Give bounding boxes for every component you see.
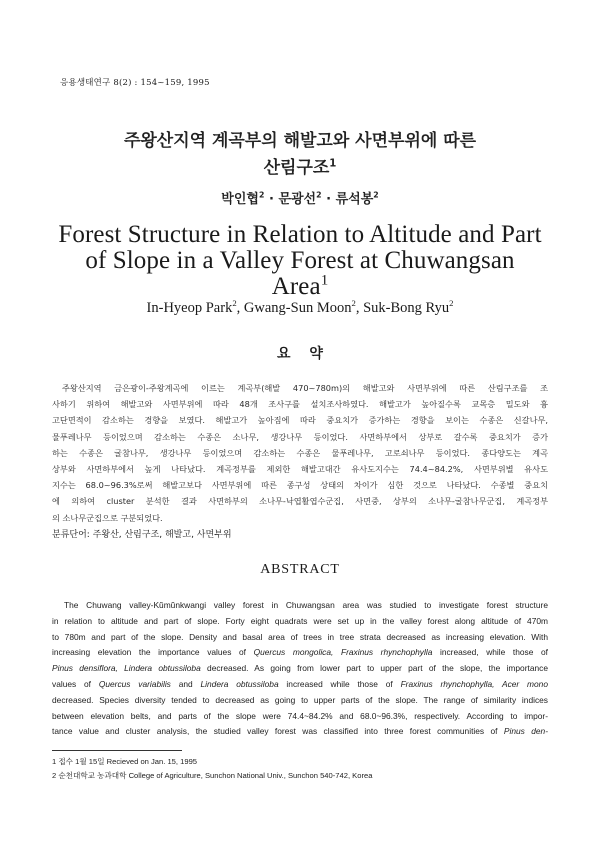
english-title-footnote-marker: 1: [320, 272, 329, 289]
footnote-affiliation: 2 순천대학교 농과대학 College of Agriculture, Sunchon National Univ., Sunchon 540-742, Korea: [52, 771, 373, 780]
summary-line: 주왕산지역 금은광이-주왕계곡에 이르는 계곡부(해발 470~780m)의 해발고와 사면부위에 따른 산림구조를 조: [62, 383, 548, 393]
korean-summary: [52, 380, 548, 526]
author-ko-2: 문광선: [278, 192, 317, 207]
species-name: Quercus variabilis: [98, 678, 171, 689]
keywords-terms: 주왕산, 산림구조, 해발고, 사면부위: [92, 530, 232, 540]
author-en-3: Suk-Bong Ryu: [363, 300, 450, 316]
species-name: Fraxinus rhynchophylla, Acer mono: [400, 678, 548, 689]
title-footnote-marker: 1: [329, 158, 337, 170]
abstract-text: and: [170, 678, 201, 689]
species-name: Pinus den-: [503, 726, 548, 737]
footnote-received: 1 접수 1월 15일 Recieved on Jan. 15, 1995: [52, 757, 198, 766]
abstract-line: [52, 677, 548, 693]
korean-title-line-2: 산림구조$^1$: [263, 158, 337, 178]
keywords: [52, 527, 232, 540]
summary-line: 상부와 사면하부에서 높게 나타났다. 계곡정부를 제외한 해발고대간 유사도지수는 74.4~84.2%, 사면부위별 유사도: [52, 463, 548, 474]
abstract-line: [52, 724, 548, 740]
abstract-line: [52, 645, 548, 661]
species-name: Lindera obtussiloba: [200, 678, 279, 689]
summary-line: 지수는 68.0~96.3%로써 해발고보다 사면부위에 따른 종구성 상태의 차이가 심한 것으로 나타났다. 수종별 중요치: [52, 480, 548, 491]
abstract-text: in relation to altitude and part of slope. Forty eight quadrats were set up in the valley forest along altitude of 470m: [52, 615, 548, 626]
summary-line: 의 소나무군집으로 구분되었다.: [52, 512, 163, 523]
english-abstract: [52, 598, 548, 740]
english-title-line-1: Forest Structure in Relation to Altitude and Part: [58, 221, 542, 248]
footnote-rule: [52, 750, 182, 751]
abstract-text: to 780m and part of the slope. Density and basal area of trees in tree strata decreased as increasing elevation. With: [52, 631, 548, 642]
abstract-line: [52, 614, 548, 630]
abstract-text: values of: [52, 678, 99, 689]
summary-line: 하는 수종은 굴참나무, 생강나무 등이었으며 감소하는 수종은 물푸레나무, 고로쇠나무 등이었다. 종다양도는 계곡: [52, 447, 548, 458]
abstract-text: The Chuwang valley-Kŭmŭnkwangi valley forest in Chuwangsan area was studied to investigate forest structure: [64, 600, 548, 610]
abstract-text: between elevation belts, and parts of the slope were 74.4~84.2% and 68.0~96.3%, respectively. According to impor-: [52, 710, 548, 721]
journal-citation: 응용생태연구 8(2) : 154~159, 1995: [60, 78, 210, 88]
keywords-label: 분류단어:: [52, 530, 90, 540]
english-title-line-2: of Slope in a Valley Forest at Chuwangsan: [85, 247, 515, 274]
korean-title-line-1: 주왕산지역 계곡부의 해발고와 사면부위에 따른: [123, 131, 477, 151]
author-ko-1: 박인협: [221, 192, 259, 207]
abstract-text: tance value and cluster analysis, the studied valley forest was classified into three forest communities of: [52, 726, 504, 737]
species-name: Pinus densiflora, Lindera obtussiloba: [52, 663, 201, 674]
summary-line: 고단면적이 감소하는 경향을 보였다. 해발고가 높아짐에 따라 중요치가 증가하는 경향을 보이는 수종은 신갈나무,: [52, 415, 548, 426]
author-separator: ·: [326, 192, 332, 207]
author-en-1: In-Hyeop Park: [146, 300, 233, 316]
author-separator: ·: [268, 192, 274, 207]
abstract-line: [52, 661, 548, 677]
summary-line: 사하기 위하여 해발고와 사면부위에 따라 48개 조사구를 설치조사하였다. 해발고가 높아질수록 교목층 밀도와 흉: [52, 399, 548, 410]
species-name: Quercus mongolica, Fraxinus rhynchophylla: [253, 647, 433, 658]
author-en-2: Gwang-Sun Moon: [243, 300, 352, 316]
summary-line: 에 의하여 cluster 분석한 결과 사면하부의 소나무-낙엽활엽수군집, 사면중, 상부의 소나무-굴참나무군집, 계곡정부: [52, 496, 548, 507]
abstract-text: increased while those of: [278, 678, 401, 689]
summary-line: 물푸레나무 등이었으며 감소하는 수종은 소나무, 생강나무 등이었다. 사면하부에서 상부로 갈수록 중요치가 증가: [52, 431, 548, 442]
korean-authors: 박인협$^2$ · 문광선$^2$ · 류석봉$^2$: [221, 190, 379, 207]
abstract-heading: ABSTRACT: [260, 562, 340, 577]
abstract-line: [52, 693, 548, 709]
english-title-line-3: Area$^1$: [271, 272, 329, 300]
author-ko-3: 류석봉: [335, 192, 374, 207]
abstract-line: [52, 709, 548, 725]
abstract-text: decreased. Species diversity tended to decreased as going to upper parts of the slope. The range of similarity indices: [52, 694, 548, 705]
english-authors: In-Hyeop Park$^2$, Gwang-Sun Moon$^2$, Suk-Bong Ryu$^2$: [146, 298, 454, 316]
abstract-text: decreased. As going from lower part to upper part of the slope, the importance: [200, 663, 548, 674]
abstract-text: increasing elevation the importance values of: [52, 647, 254, 658]
summary-heading: 요 약: [277, 346, 323, 362]
abstract-line: [52, 598, 548, 614]
abstract-text: increased, while those of: [432, 647, 548, 658]
abstract-line: [52, 630, 548, 646]
